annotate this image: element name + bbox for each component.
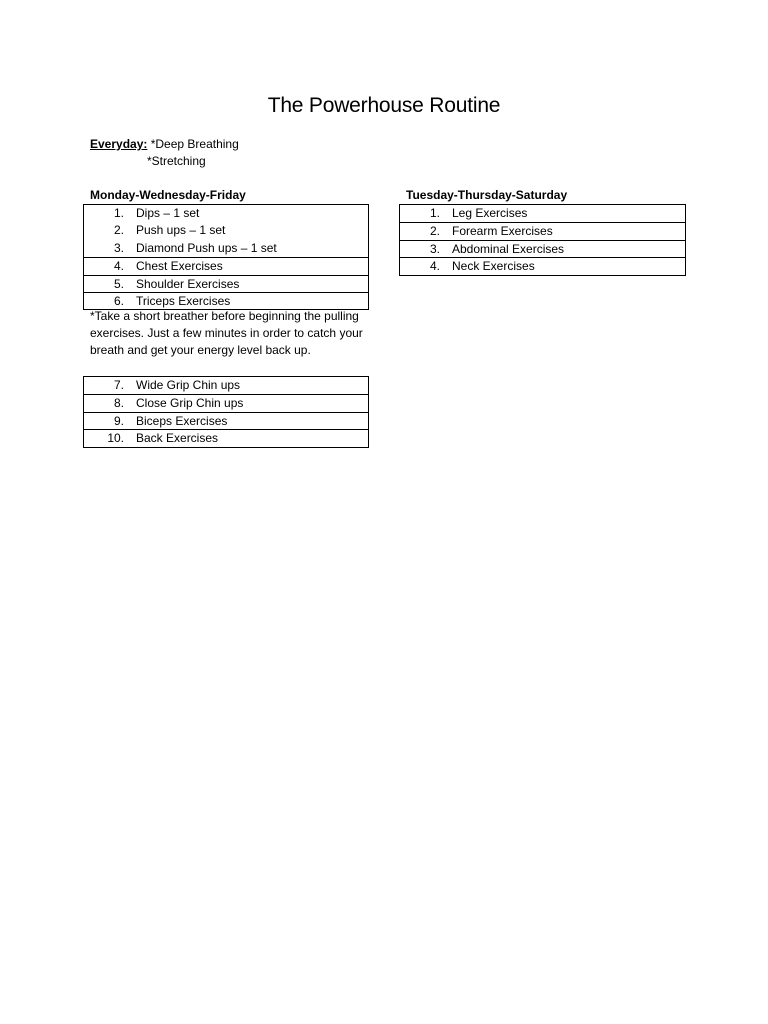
list-item [400, 240, 685, 257]
item-number: 6. [113, 293, 124, 308]
item-text: Dips – 1 set [136, 206, 200, 220]
breather-note: *Take a short breather before beginning the pulling exercises. Just a few minutes in order to catch your breath and get your energy level back up. [90, 309, 363, 358]
item-text: Forearm Exercises [452, 224, 553, 239]
item-number: 3. [429, 241, 440, 256]
item-text: Biceps Exercises [136, 413, 228, 428]
everyday-line-2 [90, 153, 239, 170]
page-title: The Powerhouse Routine [267, 94, 501, 117]
mwf-exercise-list-2 [83, 376, 369, 448]
item-text: Abdominal Exercises [452, 241, 565, 256]
list-item [84, 275, 368, 292]
everyday-item: *Deep Breathing [150, 137, 239, 151]
item-number: 4. [113, 259, 124, 274]
item-number: 4. [429, 259, 440, 274]
item-number: 10. [107, 431, 124, 446]
item-number: 1. [113, 206, 124, 220]
everyday-line-1 [90, 136, 239, 153]
item-text: Leg Exercises [452, 206, 528, 220]
tts-exercise-list [399, 204, 686, 276]
item-number: 9. [113, 413, 124, 428]
item-text: Shoulder Exercises [136, 276, 240, 291]
mwf-heading: Monday-Wednesday-Friday [90, 188, 246, 202]
list-item [84, 205, 368, 222]
list-item [84, 377, 368, 394]
list-item [84, 429, 368, 446]
item-text: Triceps Exercises [136, 293, 231, 308]
list-item [400, 205, 685, 222]
everyday-section [90, 136, 239, 170]
item-text: Wide Grip Chin ups [136, 378, 241, 392]
item-number: 3. [113, 240, 124, 255]
item-text: Back Exercises [136, 431, 219, 446]
list-item [84, 222, 368, 239]
item-number: 1. [429, 206, 440, 220]
item-number: 2. [429, 224, 440, 239]
list-item [400, 222, 685, 239]
tts-heading: Tuesday-Thursday-Saturday [406, 188, 568, 202]
list-item [84, 394, 368, 411]
item-number: 7. [113, 378, 124, 392]
item-number: 8. [113, 396, 124, 411]
item-text: Push ups – 1 set [136, 223, 226, 238]
item-text: Diamond Push ups – 1 set [136, 240, 277, 255]
item-text: Close Grip Chin ups [136, 396, 244, 411]
mwf-exercise-list-1 [83, 204, 369, 310]
list-item [84, 292, 368, 309]
item-text: Neck Exercises [452, 259, 535, 274]
item-number: 5. [113, 276, 124, 291]
list-item [84, 240, 368, 257]
list-item [84, 412, 368, 429]
everyday-label: Everyday: [90, 137, 148, 151]
list-item [400, 257, 685, 274]
list-item [84, 257, 368, 274]
item-number: 2. [113, 223, 124, 238]
everyday-item: *Stretching [147, 154, 206, 168]
item-text: Chest Exercises [136, 259, 223, 274]
